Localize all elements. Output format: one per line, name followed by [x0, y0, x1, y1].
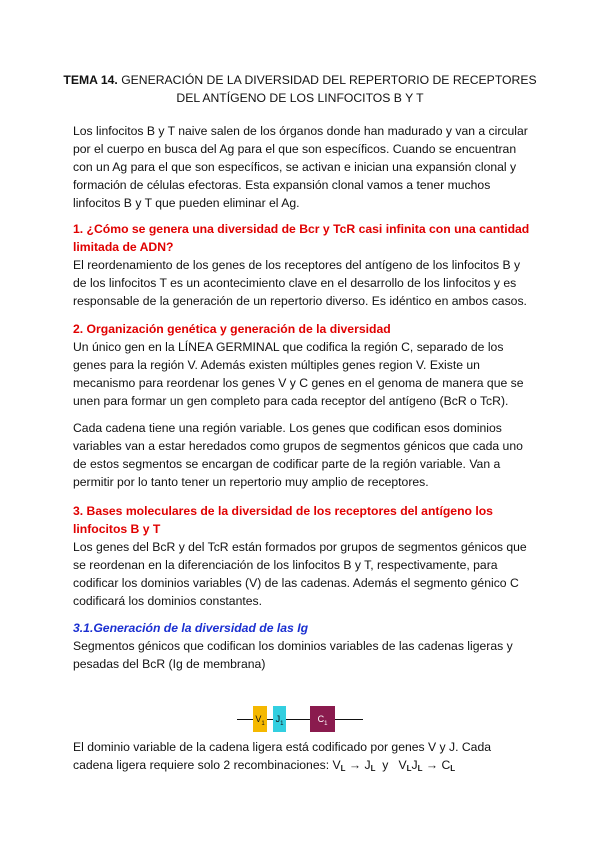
section-1-body: El reordenamiento de los genes de los receptores del antígeno de los linfocitos B y de los linfocitos T es un acontecimiento clave en el desarrollo de los linfocitos y es responsable de la generación de un repertorio diverso. Es idéntico en ambos casos. [73, 258, 527, 308]
section-2-heading: 2. Organización genética y generación de la diversidad [73, 322, 391, 336]
title-text: GENERACIÓN DE LA DIVERSIDAD DEL REPERTORIO DE RECEPTORES DEL ANTÍGENO DE LOS LINFOCITOS B Y T [117, 73, 537, 105]
final-line-1: El dominio variable de la cadena ligera está codificado por genes V y J. Cada [73, 740, 492, 754]
dna-line-right [335, 719, 363, 720]
page-title [60, 71, 540, 107]
final-paragraph [73, 738, 533, 778]
dna-line-mid-2 [286, 719, 310, 720]
recombination-formula: $V_L \to J_L$ y $V_LJ_L \to C_L$ [332, 758, 456, 773]
section-1-heading: 1. ¿Cómo se genera una diversidad de Bcr y TcR casi infinita con una cantidad limitada de ADN? [73, 222, 530, 254]
section-2-body-1: Un único gen en la LÍNEA GERMINAL que codifica la región C, separado de los genes para la región V. Además existen múltiples genes region V. Existe un mecanismo para reordenar los genes V y C genes en el genoma de manera que se unen para formar un gen completo para cada receptor del antígeno (BcR o TcR). [73, 340, 524, 408]
segment-v1: $V_1$ [253, 706, 267, 732]
section-3-1-heading: 3.1.Generación de la diversidad de las Ig [73, 621, 309, 635]
segment-j1: $J_1$ [273, 706, 286, 732]
section-3-body: Los genes del BcR y del TcR están formados por grupos de segmentos génicos que se reordenan en la diferenciación de los linfocitos B y T, respectivamente, para codificar los dominios variables (V) de las cadenas. Además el segmento génico C codificará los dominios constantes. [73, 540, 527, 608]
section-2-body-2: Cada cadena tiene una región variable. Los genes que codifican esos dominios variables van a estar heredados como grupos de segmentos génicos que cada uno de estos segmentos se encargan de codificar parte de la región variable. Van a permitir por lo tanto tener un repertorio muy amplio de receptores. [73, 421, 523, 489]
gene-segment-diagram [237, 706, 367, 734]
intro-paragraph: Los linfocitos B y T naive salen de los órganos donde han madurado y van a circular por el cuerpo en busca del Ag para el que son específicos. Cuando se encuentran con un Ag para el que son específicos, se activan e inician una expansión clonal y formación de células efectoras. Esta expansión clonal vamos a tener muchos linfocitos B y T que pueden eliminar el Ag. [73, 124, 528, 210]
dna-line-left [237, 719, 253, 720]
section-3-1-body: Segmentos génicos que codifican los dominios variables de las cadenas ligeras y pesadas del BcR (Ig de membrana) [73, 639, 513, 671]
section-3-heading: 3. Bases moleculares de la diversidad de los receptores del antígeno los linfocitos B y T [73, 504, 493, 536]
title-prefix: TEMA 14. [63, 73, 118, 87]
segment-c1: $C_1$ [310, 706, 335, 732]
final-line-2: cadena ligera requiere solo 2 recombinaciones: [73, 758, 333, 772]
